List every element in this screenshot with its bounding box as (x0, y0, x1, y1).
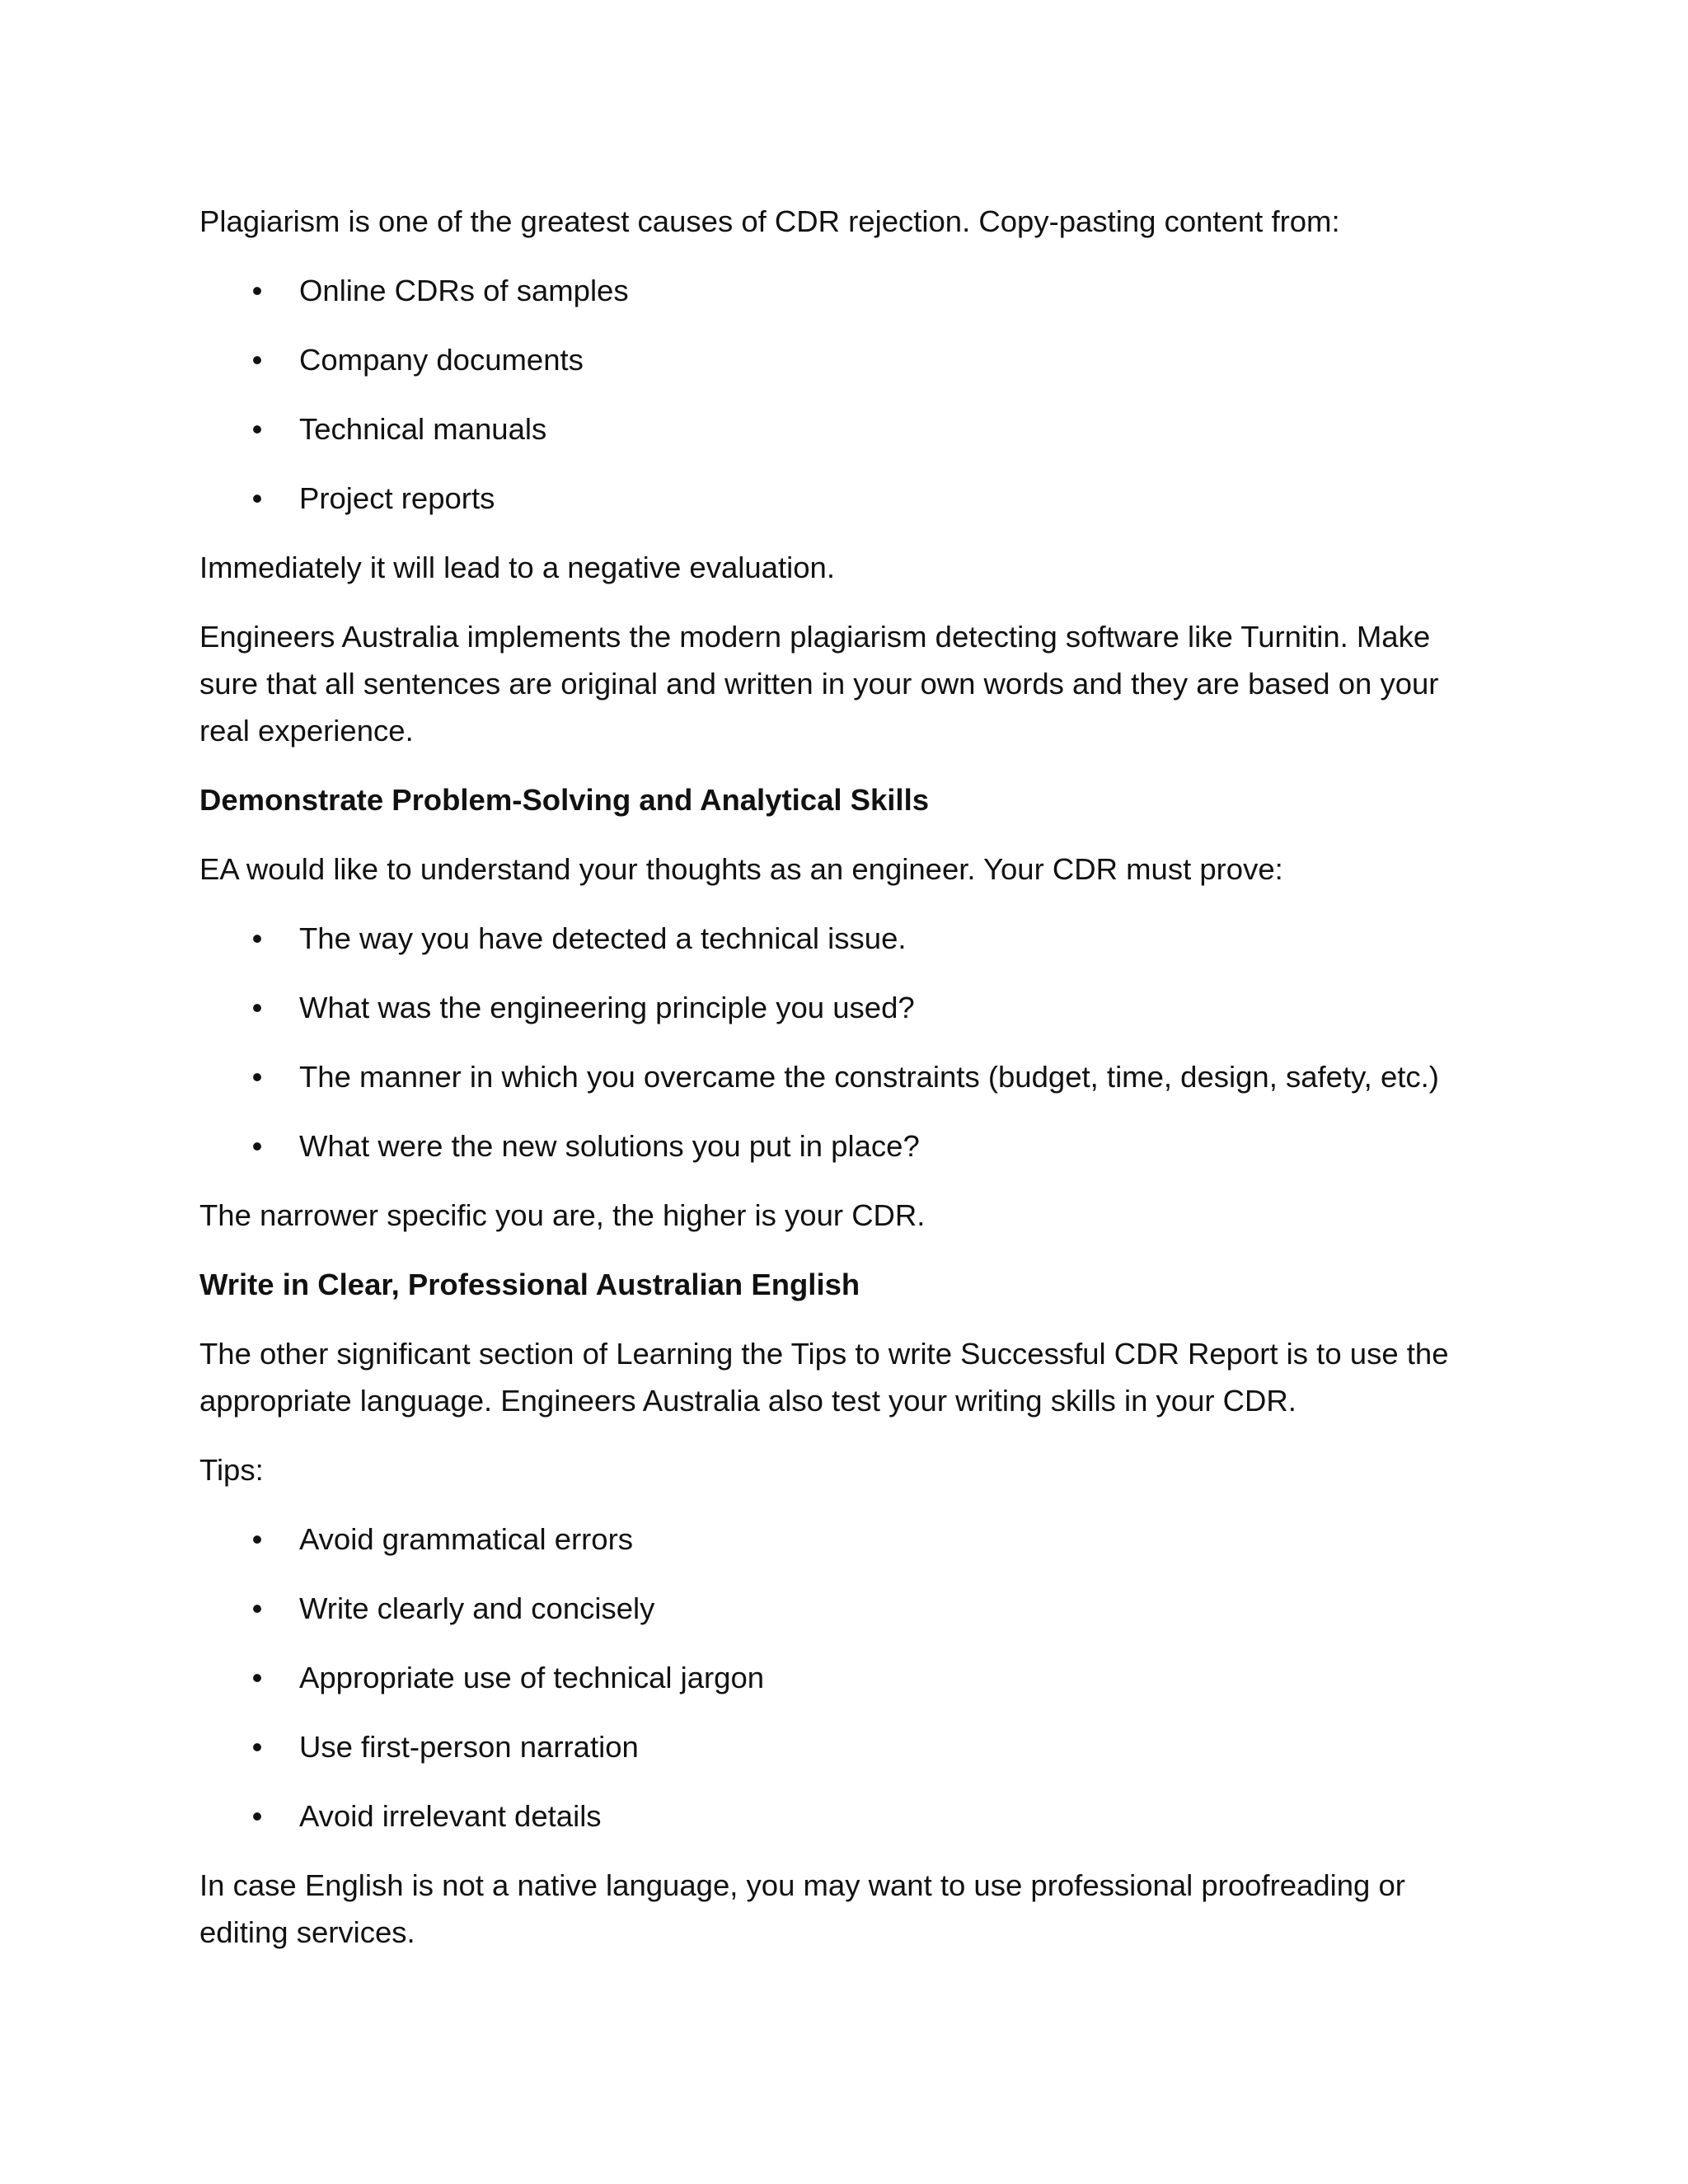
list-item (199, 984, 1485, 1031)
paragraph: In case English is not a native language, you may want to use professional proofreading or editing services. (199, 1868, 1405, 1949)
bullet-list (199, 267, 1485, 522)
list-item (199, 1654, 1485, 1701)
paragraph: Tips: (199, 1453, 264, 1487)
bullet-list (199, 1516, 1485, 1840)
section-heading: Write in Clear, Professional Australian English (199, 1268, 860, 1301)
list-item (199, 915, 1485, 962)
list-item-text: What was the engineering principle you used? (299, 991, 915, 1024)
list-item-text: The way you have detected a technical issue. (299, 921, 907, 955)
list-item-text: Technical manuals (299, 412, 547, 446)
bullet-icon: • (251, 274, 263, 307)
list-item-text: Use first-person narration (299, 1730, 639, 1764)
list-item-text: Online CDRs of samples (299, 274, 629, 307)
list-item-text: Appropriate use of technical jargon (299, 1661, 765, 1694)
list-item (199, 336, 1485, 383)
paragraph: Engineers Australia implements the modern plagiarism detecting software like Turnitin. Make sure that all sentences are original and written in your own words and they are based on your real experience. (199, 620, 1439, 748)
list-item (199, 1723, 1485, 1770)
list-item-text: The manner in which you overcame the constraints (budget, time, design, safety, etc.) (299, 1060, 1439, 1094)
bullet-icon: • (251, 481, 263, 515)
list-item (199, 1516, 1485, 1563)
paragraph: EA would like to understand your thoughts as an engineer. Your CDR must prove: (199, 852, 1283, 886)
section-heading: Demonstrate Problem-Solving and Analytical Skills (199, 783, 930, 817)
list-item-text: What were the new solutions you put in place? (299, 1129, 920, 1163)
bullet-icon: • (251, 1730, 263, 1764)
bullet-icon: • (251, 412, 263, 446)
bullet-icon: • (251, 1129, 263, 1163)
document-body (199, 198, 1485, 1978)
list-item (199, 405, 1485, 452)
bullet-icon: • (251, 1661, 263, 1694)
bullet-icon: • (251, 991, 263, 1024)
list-item (199, 1122, 1485, 1169)
bullet-icon: • (251, 1060, 263, 1094)
paragraph: Immediately it will lead to a negative evaluation. (199, 551, 835, 584)
list-item-text: Write clearly and concisely (299, 1591, 655, 1625)
list-item-text: Company documents (299, 343, 584, 377)
paragraph: Plagiarism is one of the greatest causes of CDR rejection. Copy-pasting content from: (199, 204, 1340, 238)
paragraph: The other significant section of Learning the Tips to write Successful CDR Report is to use the appropriate language. Engineers Australia also test your writing skills in your CDR. (199, 1337, 1449, 1418)
paragraph: The narrower specific you are, the higher is your CDR. (199, 1198, 926, 1232)
list-item (199, 267, 1485, 314)
list-item (199, 475, 1485, 522)
list-item (199, 1585, 1485, 1632)
bullet-icon: • (251, 1522, 263, 1556)
bullet-icon: • (251, 1591, 263, 1625)
bullet-icon: • (251, 921, 263, 955)
list-item-text: Avoid irrelevant details (299, 1799, 602, 1833)
bullet-icon: • (251, 343, 263, 377)
list-item-text: Avoid grammatical errors (299, 1522, 634, 1556)
bullet-list (199, 915, 1485, 1169)
list-item (199, 1793, 1485, 1840)
list-item-text: Project reports (299, 481, 495, 515)
bullet-icon: • (251, 1799, 263, 1833)
list-item (199, 1053, 1485, 1100)
